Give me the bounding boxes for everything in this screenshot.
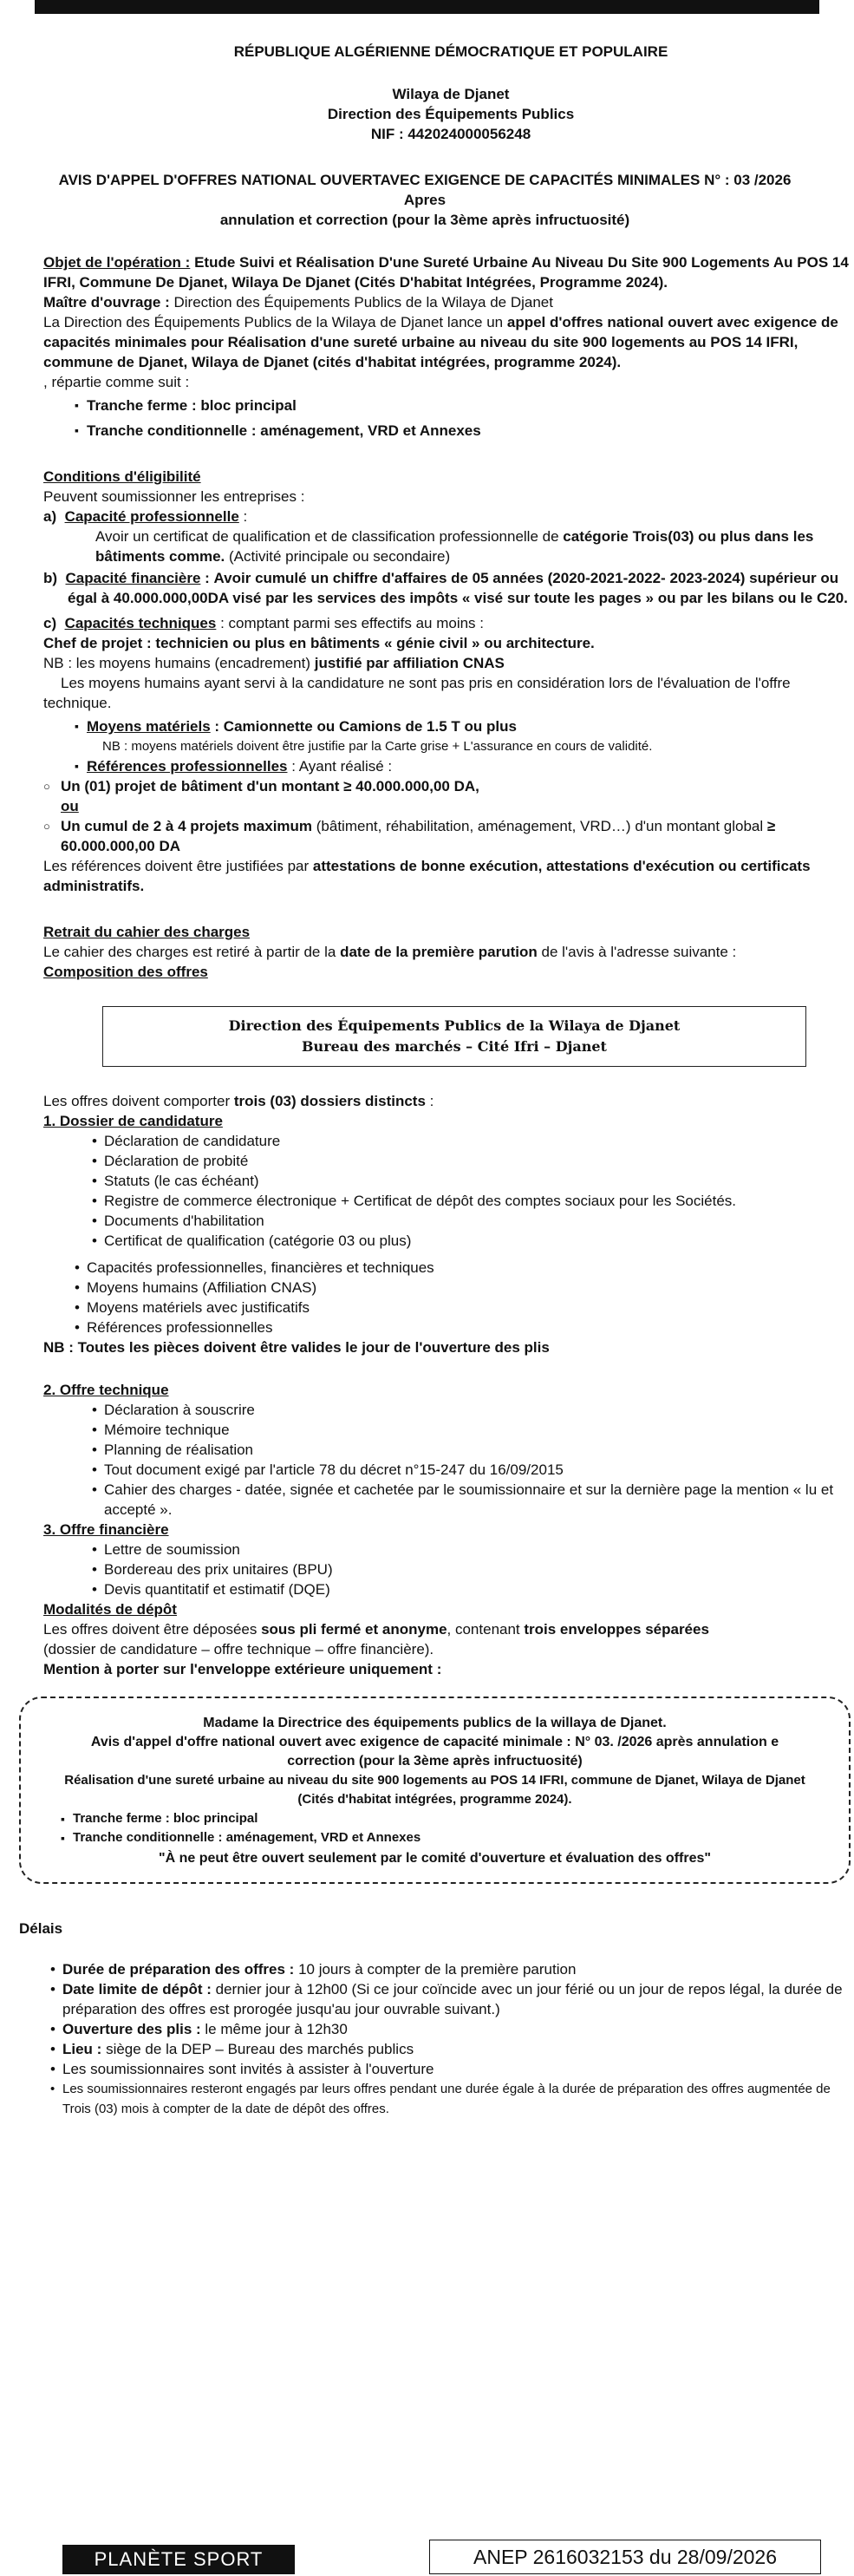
offres-section: Les offres doivent comporter trois (03) dossiers distincts : 1. Dossier de candidature • Déclaration de candidature • Déclaration de probité • Statuts (le cas échéant) • Registre de commerce électronique + Certificat de dépôt des comptes sociaux pour les Sociétés. • Documents d'habilitation • Certificat de qualification (catégorie 03 ou plus) • Capacités professionnelles, financières et techniques • Moyens humains (Affiliation CNAS) • Moyens matériels avec justificatifs • Références professionnelles NB : Toutes les pièces doivent être valides le jour de l'ouverture des plis 2. Offre technique • Déclaration à souscrire • Mémoire technique • Planning de réalisation • Tout document exigé par l'article 78 du décret n°15-247 du 16/09/2015 • Cahier des charges - datée, signée et cachetée par le soumissionnaire et sur la dernière page la mention « lu et accepté ». 3. Offre financière • Lettre de soumission • Bordereau des prix unitaires (BPU) • Devis quantitatif et estimatif (DQE) (43, 1091, 854, 1599)
address-box: Direction des Équipements Publics de la Wilaya de Djanet Bureau des marchés – Cité Ifri – Djanet (102, 1006, 806, 1067)
notice-header (147, 42, 754, 144)
technique-title: 2. Offre technique (43, 1382, 169, 1398)
list-item: • Lettre de soumission (61, 1540, 854, 1559)
list-item: • Registre de commerce électronique + Certificat de dépôt des comptes sociaux pour les Sociétés. (61, 1191, 854, 1211)
list-item: • Cahier des charges - datée, signée et cachetée par le soumissionnaire et sur la dernière page la mention « lu et accepté ». (61, 1480, 854, 1520)
list-item: • Moyens humains (Affiliation CNAS) (43, 1278, 854, 1298)
list-item: • Références professionnelles (43, 1317, 854, 1337)
delai-item: • Date limite de dépôt : dernier jour à 12h00 (Si ce jour coïncide avec un jour férié ou un jour de repos légal, la durée de préparation des offres est prorogée jusqu'au jour ouvrable suivant.) (19, 1979, 854, 2019)
wilaya-name: Wilaya de Djanet (392, 86, 510, 102)
maitre-text: Direction des Équipements Publics de la Wilaya de Djanet (173, 294, 553, 311)
nb-pieces: NB : Toutes les pièces doivent être valides le jour de l'ouverture des plis (43, 1339, 550, 1356)
retrait-title: Retrait du cahier des charges (43, 924, 251, 940)
list-item: • Documents d'habilitation (61, 1211, 854, 1231)
delais-title: Délais (19, 1920, 63, 1937)
notice-body (19, 42, 854, 2119)
retrait-section: Retrait du cahier des charges Le cahier des charges est retiré à partir de la date de la première parution de l'avis à l'adresse suivante : Composition des offres Direction des Équipements Publics de la Wilaya de Djanet Bureau des marchés – Cité Ifri – Djanet (43, 922, 854, 1067)
envelope-note: "À ne peut être ouvert seulement par le comité d'ouverture et évaluation des offres" (159, 1851, 711, 1866)
direction-name: Direction des Équipements Publics (327, 106, 575, 122)
reference-item: ○ Un cumul de 2 à 4 projets maximum (bâtiment, réhabilitation, aménagement, VRD…) d'un montant global ≥ 60.000.000,00 DA (43, 816, 854, 856)
objet-text: Etude Suivi et Réalisation D'une Sureté Urbaine Au Niveau Du Site 900 Logements Au POS 14 IFRI, Commune De Djanet, Wilaya De Djanet (Cités D'habitat Intégrées, Programme 2024). (43, 254, 849, 291)
delai-item: • Ouverture des plis : le même jour à 12h30 (19, 2019, 854, 2039)
delai-item: • Les soumissionnaires sont invités à assister à l'ouverture (19, 2059, 854, 2079)
reference-item: ○ Un (01) projet de bâtiment d'un montant ≥ 40.000.000,00 DA, (43, 776, 854, 796)
notice-title: AVIS D'APPEL D'OFFRES NATIONAL OUVERTAVEC EXIGENCE DE CAPACITÉS MINIMALES N° : 03 /2026 Apres annulation et correction (pour la 3ème après infructuosité) (58, 172, 792, 228)
delai-item: • Lieu : siège de la DEP – Bureau des marchés publics (19, 2039, 854, 2059)
list-item: • Certificat de qualification (catégorie 03 ou plus) (61, 1231, 854, 1251)
list-item: • Déclaration de probité (61, 1151, 854, 1171)
mention-text: Mention à porter sur l'enveloppe extérieure uniquement : (43, 1661, 442, 1677)
list-item: • Déclaration à souscrire (61, 1400, 854, 1420)
objet-label: Objet de l'opération : (43, 254, 191, 271)
capacite-fin-label: Capacité financière (65, 570, 201, 586)
footer-anep-reference: ANEP 2616032153 du 28/09/2026 (429, 2540, 821, 2574)
modalites-title: Modalités de dépôt (43, 1601, 177, 1618)
tranche-item: ▪ Tranche ferme : bloc principal (43, 396, 854, 415)
composition-title: Composition des offres (43, 964, 208, 980)
modalites-section: Modalités de dépôt Les offres doivent être déposées sous pli fermé et anonyme, contenant trois enveloppes séparées (dossier de candidature – offre technique – offre financière). Mention à porter sur l'enveloppe extérieure uniquement : (43, 1599, 854, 1679)
conditions-title: Conditions d'éligibilité (43, 468, 201, 485)
conditions-section: Conditions d'éligibilité Peuvent soumissionner les entreprises : a) Capacité professionnelle : Avoir un certificat de qualification et de classification professionnelle de catégorie Trois(03) ou plus dans les bâtiments comme. (Activité principale ou secondaire) b) Capacité financière : Avoir cumulé un chiffre d'affaires de 05 années (2020-2021-2022- 2023-2024) supérieur ou égal à 40.000.000,00DA visé par les services des impôts « visé sur toute les pages » ou par les bilans ou le C20. c) Capacités techniques : comptant parmi ses effectifs au moins : Chef de projet : technicien ou plus en bâtiments « génie civil » ou architecture. NB : les moyens humains (encadrement) justifié par affiliation CNAS Les moyens humains ayant servi à la candidature ne sont pas pris en considération lors de l'évaluation de l'offre technique. ▪ Moyens matériels : Camionnette ou Camions de 1.5 T ou plus NB : moyens matériels doivent être justifie par la Carte grise + L'assurance en cours de validité. ▪ Références professionnelles : Ayant réalisé : ○ Un (01) projet de bâtiment d'un montant ≥ 40.000.000,00 DA, ou ○ Un cumul de 2 à 4 projets maximum (bâtiment, réhabilitation, aménagement, VRD…) d'un montant global ≥ 60.000.000,00 DA Les références doivent être justifiées par attestations de bonne exécution, attestations d'exécution ou certificats administratifs. (43, 467, 854, 896)
envelope-box: Madame la Directrice des équipements publics de la willaya de Djanet. Avis d'appel d'offre national ouvert avec exigence de capacité minimale : N° 03. /2026 après annulation e correction (pour la 3ème après infructuosité) Réalisation d'une sureté urbaine au niveau du site 900 logements au POS 14 IFRI, commune de Djanet, Wilaya de Djanet (Cités d'habitat intégrées, programme 2024). ▪ Tranche ferme : bloc principal ▪ Tranche conditionnelle : aménagement, VRD et Annexes "À ne peut être ouvert seulement par le comité d'ouverture et évaluation des offres" (19, 1697, 851, 1884)
list-item: • Capacités professionnelles, financières et techniques (43, 1258, 854, 1278)
list-item: • Bordereau des prix unitaires (BPU) (61, 1559, 854, 1579)
capacite-pro-label: Capacité professionnelle (64, 508, 239, 525)
top-banner (35, 0, 819, 14)
tranche-item: ▪ Tranche conditionnelle : aménagement, VRD et Annexes (29, 1828, 840, 1847)
objet-section: Objet de l'opération : Etude Suivi et Réalisation D'une Sureté Urbaine Au Niveau Du Site 900 Logements Au POS 14 IFRI, Commune De Djanet, Wilaya De Djanet (Cités D'habitat Intégrées, Programme 2024). Maître d'ouvrage : Direction des Équipements Publics de la Wilaya de Djanet La Direction des Équipements Publics de la Wilaya de Djanet lance un appel d'offres national ouvert avec exigence de capacités minimales pour Réalisation d'une sureté urbaine au niveau du site 900 logements au POS 14 IFRI, commune de Djanet, Wilaya de Djanet (cités d'habitat intégrées, programme 2024). , répartie comme suit : ▪ Tranche ferme : bloc principal ▪ Tranche conditionnelle : aménagement, VRD et Annexes (43, 252, 854, 441)
tranche-item: ▪ Tranche ferme : bloc principal (29, 1809, 840, 1828)
republic-title: RÉPUBLIQUE ALGÉRIENNE DÉMOCRATIQUE ET POPULAIRE (233, 43, 668, 60)
dossier-title: 1. Dossier de candidature (43, 1113, 223, 1129)
capacite-tech-label: Capacités techniques (64, 615, 217, 631)
list-item: • Planning de réalisation (61, 1440, 854, 1460)
footer-section-label: PLANÈTE SPORT (62, 2545, 295, 2574)
delai-item: • Durée de préparation des offres : 10 jours à compter de la première parution (19, 1959, 854, 1979)
list-item: • Moyens matériels avec justificatifs (43, 1298, 854, 1317)
tranche-item: ▪ Tranche conditionnelle : aménagement, VRD et Annexes (43, 421, 854, 441)
delais-section (19, 1919, 854, 2119)
nif-number: NIF : 442024000056248 (370, 126, 531, 142)
delai-item: • Les soumissionnaires resteront engagés par leurs offres pendant une durée égale à la durée de préparation des offres augmentée de Trois (03) mois à compter de la date de dépôt des offres. (19, 2079, 854, 2119)
maitre-label: Maître d'ouvrage : (43, 294, 170, 311)
financiere-title: 3. Offre financière (43, 1521, 169, 1538)
repartie-text: , répartie comme suit : (43, 374, 190, 390)
list-item: • Tout document exigé par l'article 78 du décret n°15-247 du 16/09/2015 (61, 1460, 854, 1480)
list-item: • Mémoire technique (61, 1420, 854, 1440)
list-item: • Devis quantitatif et estimatif (DQE) (61, 1579, 854, 1599)
list-item: • Déclaration de candidature (61, 1131, 854, 1151)
list-item: • Statuts (le cas échéant) (61, 1171, 854, 1191)
